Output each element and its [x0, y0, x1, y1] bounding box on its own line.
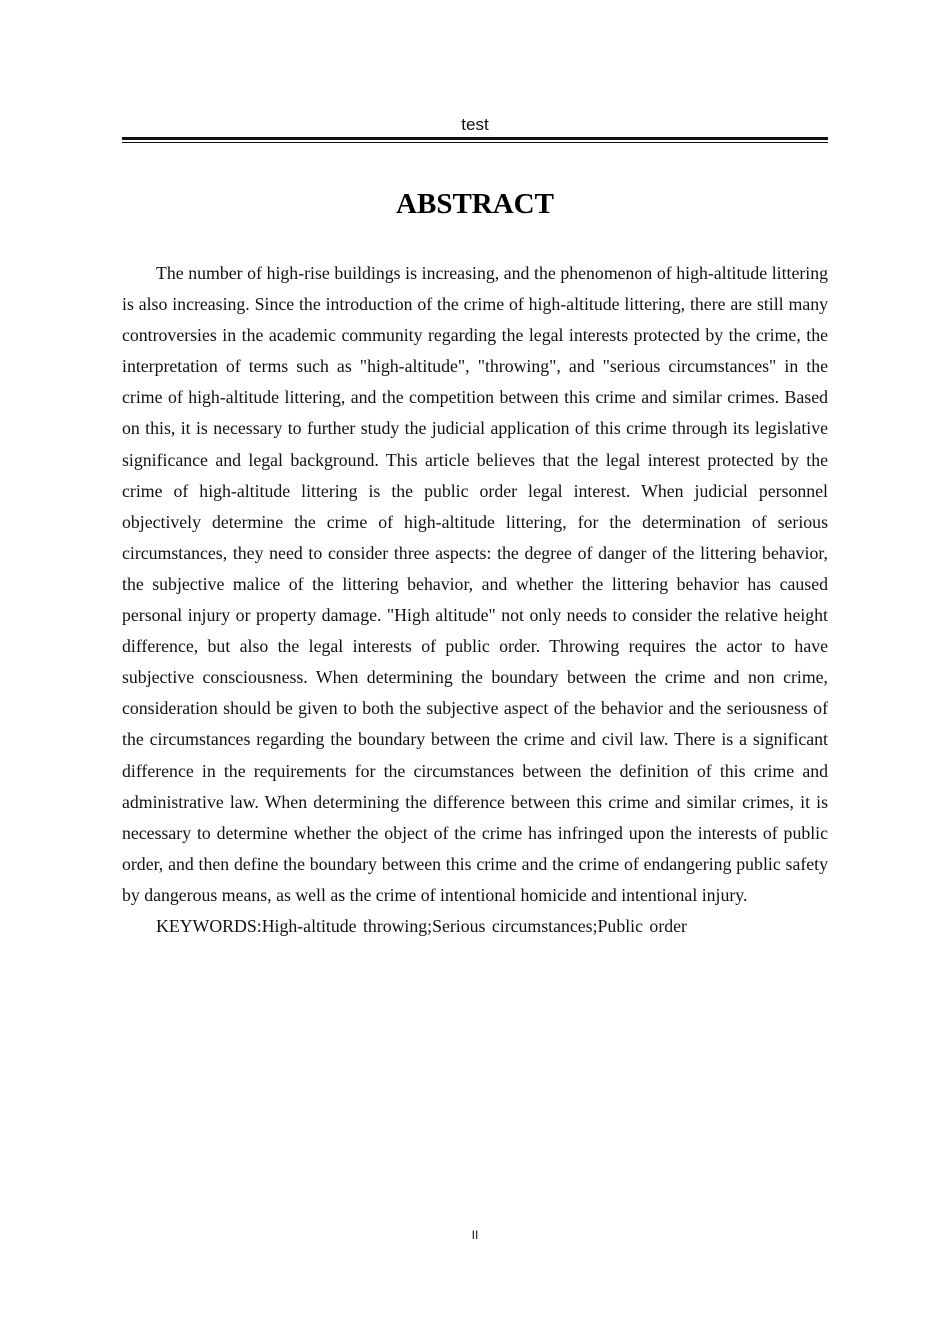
header-double-rule — [122, 137, 828, 143]
page-number: II — [471, 1228, 479, 1242]
running-header: test — [461, 115, 489, 134]
abstract-paragraph: The number of high-rise buildings is increasing, and the phenomenon of high-altitude littering is also increasing. Since the introduction of the crime of high-altitude littering, there are still many controversies in the academic community regarding the legal interests protected by the crime, the interpretation of terms such as "high-altitude", "throwing", and "serious circumstances" in the crime of high-altitude littering, and the competition between this crime and similar crimes. Based on this, it is necessary to further study the judicial application of this crime through its legislative significance and legal background. This article believes that the legal interest protected by the crime of high-altitude littering is the public order legal interest. When judicial personnel objectively determine the crime of high-altitude littering, for the determination of serious circumstances, they need to consider three aspects: the degree of danger of the littering behavior, the subjective malice of the littering behavior, and whether the littering behavior has caused personal injury or property damage. "High altitude" not only needs to consider the relative height difference, but also the legal interests of public order. Throwing requires the actor to have subjective consciousness. When determining the boundary between the crime and non crime, consideration should be given to both the subjective aspect of the behavior and the seriousness of the circumstances regarding the boundary between the crime and civil law. There is a significant difference in the requirements for the circumstances between the definition of this crime and administrative law. When determining the difference between this crime and similar crimes, it is necessary to determine whether the object of the crime has infringed upon the interests of public order, and then define the boundary between this crime and the crime of endangering public safety by dangerous means, as well as the crime of intentional homicide and intentional injury. — [122, 263, 828, 905]
keywords-line: KEYWORDS:High-altitude throwing;Serious circumstances;Public order — [156, 915, 687, 936]
header-rule-thick — [122, 137, 828, 140]
header-rule-thin — [122, 142, 828, 143]
abstract-title: ABSTRACT — [396, 188, 554, 220]
abstract-body — [122, 258, 828, 942]
